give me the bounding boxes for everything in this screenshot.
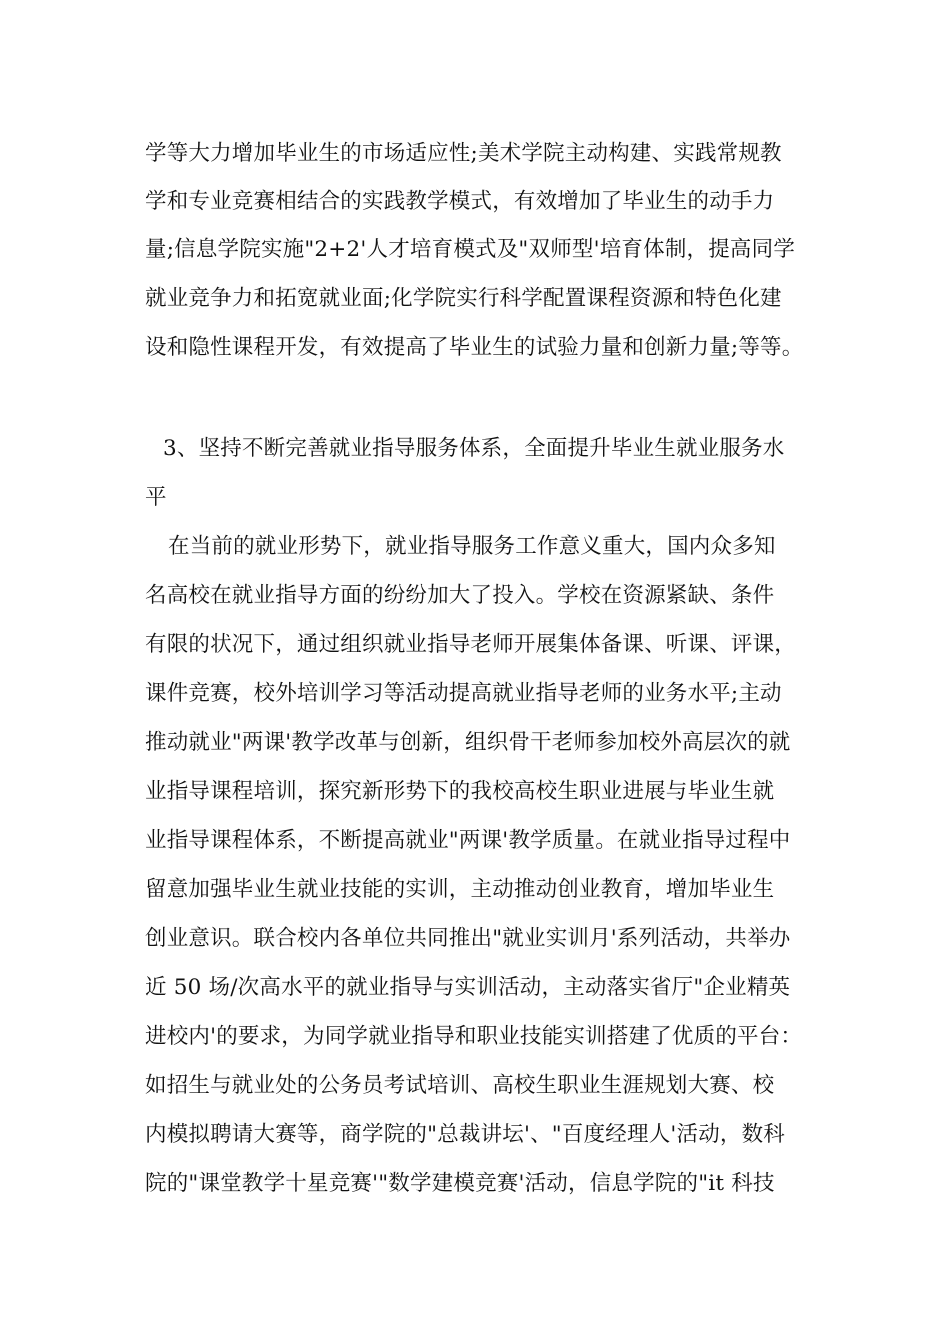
text-line: 院的"课堂教学十星竞赛'"数学建模竞赛'活动，信息学院的"it 科技: [145, 1171, 775, 1196]
text-line: 量;信息学院实施"2+2'人才培育模式及"双师型'培育体制，提高同学: [145, 237, 796, 262]
text-line: 推动就业"两课'教学改革与创新，组织骨干老师参加校外高层次的就: [145, 730, 791, 755]
text-line: 名高校在就业指导方面的纷纷加大了投入。学校在资源紧缺、条件: [145, 583, 775, 608]
text-line: 业指导课程体系，不断提高就业"两课'教学质量。在就业指导过程中: [145, 828, 791, 853]
section-heading: 3、坚持不断完善就业指导服务体系，全面提升毕业生就业服务水: [163, 436, 785, 461]
section-heading-cont: 平: [145, 485, 167, 510]
text-line: 学等大力增加毕业生的市场适应性;美术学院主动构建、实践常规教: [145, 141, 782, 166]
text-line: 内模拟聘请大赛等，商学院的"总裁讲坛'、"百度经理人'活动，数科: [145, 1122, 786, 1147]
text-line: 设和隐性课程开发，有效提高了毕业生的试验力量和创新力量;等等。: [145, 335, 804, 360]
text-line: 就业竞争力和拓宽就业面;化学院实行科学配置课程资源和特色化建: [145, 286, 782, 311]
text-line: 有限的状况下，通过组织就业指导老师开展集体备课、听课、评课，: [145, 632, 797, 657]
text-line: 如招生与就业处的公务员考试培训、高校生职业生涯规划大赛、校: [145, 1073, 775, 1098]
text-line: 近 50 场/次高水平的就业指导与实训活动，主动落实省厅"企业精英: [145, 975, 791, 1000]
text-line: 留意加强毕业生就业技能的实训，主动推动创业教育，增加毕业生: [145, 877, 775, 902]
text-line: 业指导课程培训，探究新形势下的我校高校生职业进展与毕业生就: [145, 779, 775, 804]
text-line: 创业意识。联合校内各单位共同推出"就业实训月'系列活动，共举办: [145, 926, 791, 951]
text-line: 课件竞赛，校外培训学习等活动提高就业指导老师的业务水平;主动: [145, 681, 782, 706]
text-line: 进校内'的要求，为同学就业指导和职业技能实训搭建了优质的平台：: [145, 1024, 803, 1049]
text-line: 在当前的就业形势下，就业指导服务工作意义重大，国内众多知: [168, 534, 776, 559]
text-line: 学和专业竞赛相结合的实践教学模式，有效增加了毕业生的动手力: [145, 189, 775, 214]
